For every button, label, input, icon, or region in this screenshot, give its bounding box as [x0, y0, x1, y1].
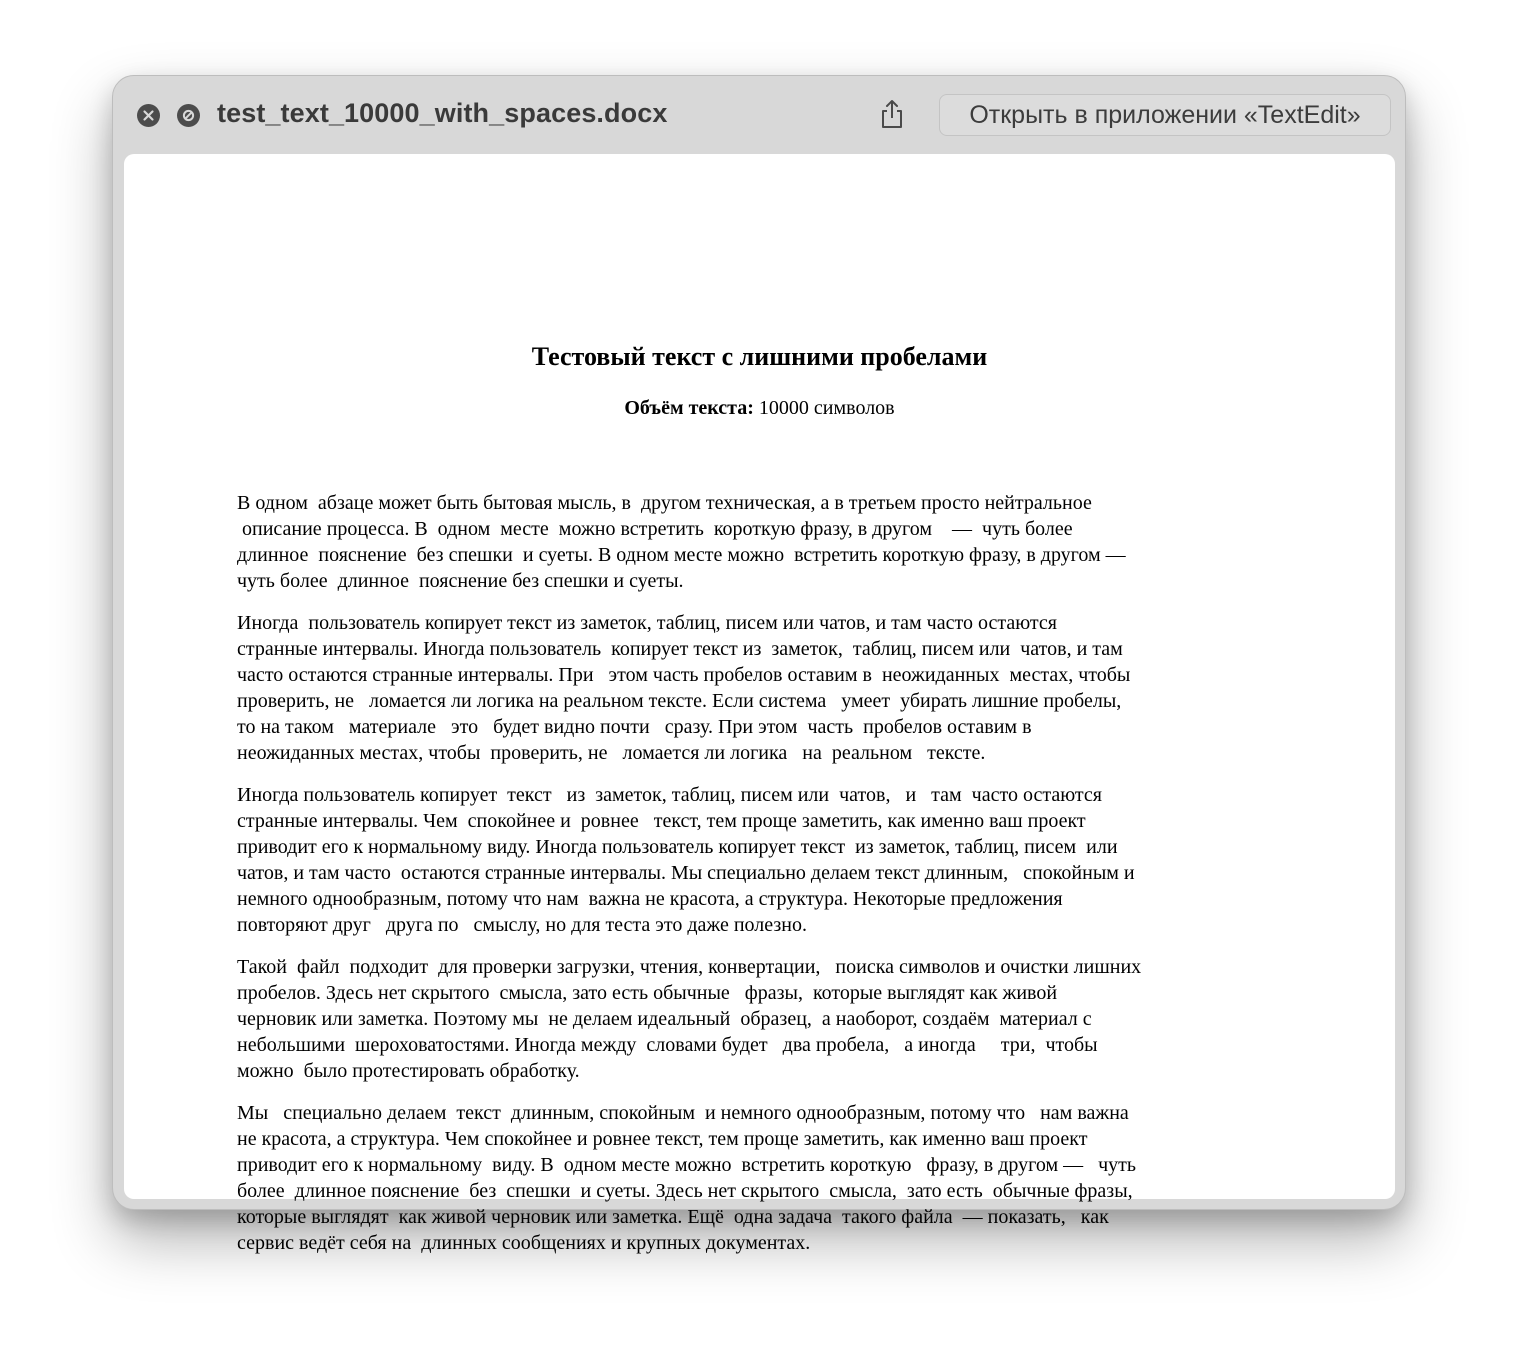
text-line: Иногда пользователь копирует текст из заметок, таблиц, писем или чатов, и там часто остаются — [237, 612, 1057, 634]
text-line: Мы специально делаем текст длинным, спокойным и немного однообразным, потому что нам важна — [237, 1102, 1129, 1124]
text-line: приводит его к нормальному виду. В одном месте можно встретить короткую фразу, в другом — чуть — [237, 1154, 1137, 1176]
text-line: часто остаются странные интервалы. При этом часть пробелов оставим в неожиданных местах, чтобы — [237, 664, 1131, 686]
window-title: test_text_10000_with_spaces.docx — [217, 98, 668, 128]
meta-value: 10000 символов — [753, 397, 895, 419]
text-line: странные интервалы. Иногда пользователь копирует текст из заметок, таблиц, писем или чатов, и там — [237, 638, 1123, 660]
paragraph-4 — [237, 954, 1287, 1084]
document-body — [237, 490, 1287, 1272]
text-line: чуть более длинное пояснение без спешки и суеты. — [237, 570, 684, 592]
text-line: более длинное пояснение без спешки и суеты. Здесь нет скрытого смысла, зато есть обычные фразы, — [237, 1180, 1133, 1202]
text-line: приводит его к нормальному виду. Иногда пользователь копирует текст из заметок, таблиц, писем или — [237, 836, 1118, 858]
meta-label: Объём текста: — [624, 397, 754, 419]
close-circle-icon — [143, 110, 154, 121]
full-screen-button[interactable] — [177, 104, 200, 127]
text-line: проверить, не ломается ли логика на реальном тексте. Если система умеет убирать лишние пробелы, — [237, 690, 1122, 712]
text-line: не красота, а структура. Чем спокойнее и ровнее текст, тем проще заметить, как именно ваш проект — [237, 1128, 1088, 1150]
text-line: описание процесса. В одном месте можно встретить короткую фразу, в другом — чуть более — [237, 518, 1073, 540]
paragraph-3 — [237, 782, 1287, 938]
document-title: Тестовый текст с лишними пробелами — [531, 342, 988, 371]
share-icon — [879, 98, 905, 130]
text-line: сервис ведёт себя на длинных сообщениях и крупных документах. — [237, 1232, 811, 1254]
text-line: пробелов. Здесь нет скрытого смысла, зато есть обычные фразы, которые выглядят как живой — [237, 982, 1058, 1004]
text-line: Такой файл подходит для проверки загрузки, чтения, конвертации, поиска символов и очистки лишних — [237, 956, 1142, 978]
text-line: неожиданных местах, чтобы проверить, не ломается ли логика на реальном тексте. — [237, 742, 986, 764]
share-button[interactable] — [875, 96, 909, 132]
text-line: небольшими шероховатостями. Иногда между словами будет два пробела, а иногда три, чтобы — [237, 1034, 1098, 1056]
text-line: В одном абзаце может быть бытовая мысль, в другом техническая, а в третьем просто нейтральное — [237, 492, 1092, 514]
paragraph-1 — [237, 490, 1287, 594]
text-line: то на таком материале это будет видно почти сразу. При этом часть пробелов оставим в — [237, 716, 1032, 738]
document-meta — [124, 397, 1395, 420]
paragraph-2 — [237, 610, 1287, 766]
slash-circle-icon — [182, 109, 195, 122]
paragraph-5 — [237, 1100, 1287, 1256]
close-button[interactable] — [137, 104, 160, 127]
open-in-textedit-button[interactable]: Открыть в приложении «TextEdit» — [939, 94, 1391, 136]
quicklook-window — [112, 75, 1406, 1254]
title-bar — [113, 76, 1405, 154]
document-preview[interactable] — [124, 154, 1395, 1254]
text-line: странные интервалы. Чем спокойнее и ровнее текст, тем проще заметить, как именно ваш проект — [237, 810, 1086, 832]
text-line: можно было протестировать обработку. — [237, 1060, 580, 1082]
text-line: повторяют друг друга по смыслу, но для теста это даже полезно. — [237, 914, 807, 936]
text-line: черновик или заметка. Поэтому мы не делаем идеальный образец, а наоборот, создаём материал с — [237, 1008, 1092, 1030]
text-line: которые выглядят как живой черновик или заметка. Ещё одна задача такого файла — показать, как — [237, 1206, 1109, 1228]
text-line: Иногда пользователь копирует текст из заметок, таблиц, писем или чатов, и там часто остаются — [237, 784, 1102, 806]
text-line: длинное пояснение без спешки и суеты. В одном месте можно встретить короткую фразу, в другом — — [237, 544, 1126, 566]
text-line: немного однообразным, потому что нам важна не красота, а структура. Некоторые предложения — [237, 888, 1063, 910]
text-line: чатов, и там часто остаются странные интервалы. Мы специально делаем текст длинным, спокойным и — [237, 862, 1135, 884]
